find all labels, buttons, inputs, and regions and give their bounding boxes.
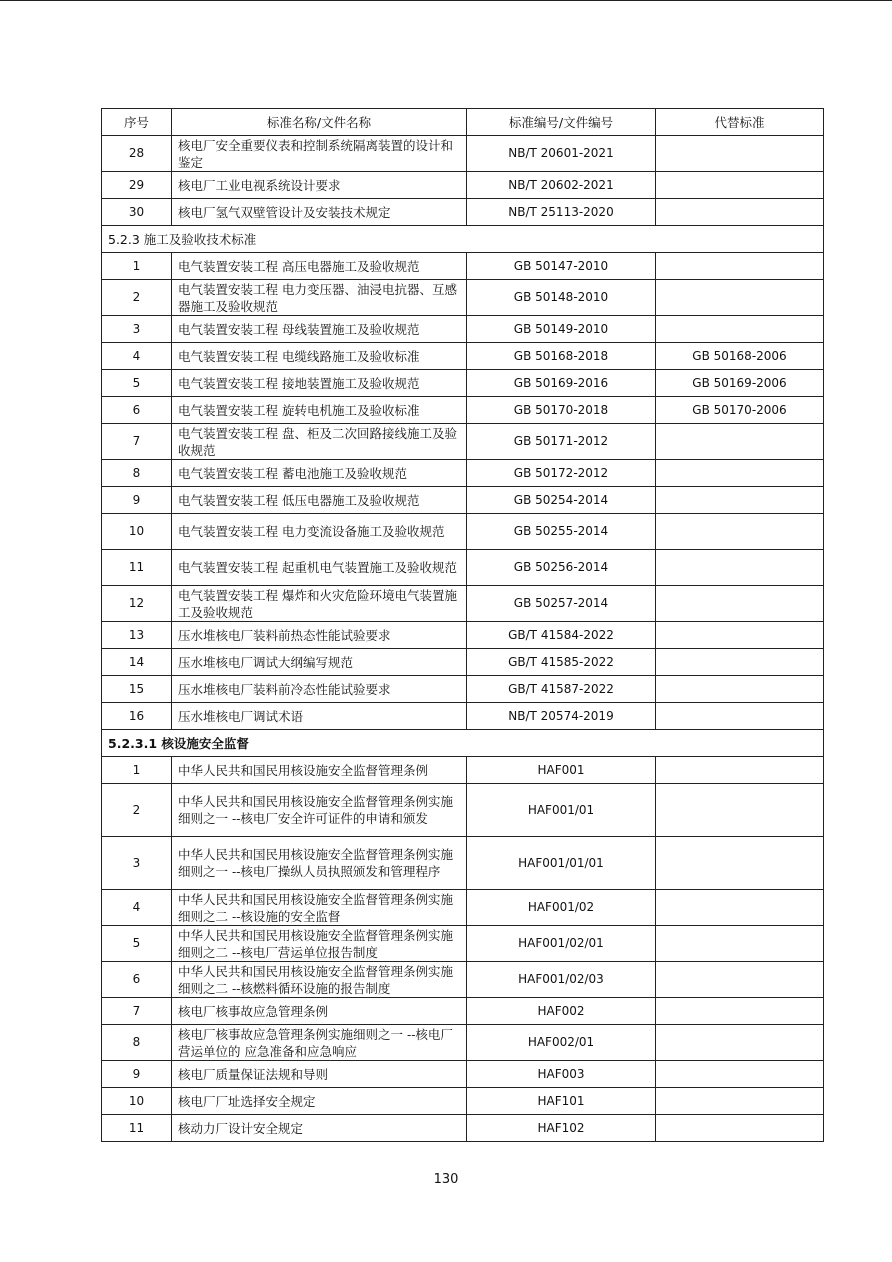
row-name: 电气装置安装工程 低压电器施工及验收规范 (172, 487, 467, 514)
row-replaces (656, 460, 824, 487)
row-no: 11 (102, 1115, 172, 1142)
row-no: 13 (102, 622, 172, 649)
table-row (102, 1115, 824, 1142)
table-row (102, 926, 824, 962)
row-name: 电气装置安装工程 旋转电机施工及验收标准 (172, 397, 467, 424)
row-no: 7 (102, 998, 172, 1025)
row-replaces (656, 550, 824, 586)
row-replaces (656, 199, 824, 226)
row-replaces (656, 837, 824, 890)
row-code: GB 50149-2010 (467, 316, 656, 343)
table-row (102, 649, 824, 676)
row-replaces (656, 1061, 824, 1088)
row-name: 电气装置安装工程 电力变压器、油浸电抗器、互感器施工及验收规范 (172, 280, 467, 316)
row-replaces (656, 1025, 824, 1061)
row-replaces: GB 50168-2006 (656, 343, 824, 370)
row-code: GB 50170-2018 (467, 397, 656, 424)
row-no: 28 (102, 136, 172, 172)
row-no: 5 (102, 926, 172, 962)
row-replaces (656, 926, 824, 962)
table-row (102, 890, 824, 926)
row-replaces (656, 676, 824, 703)
row-replaces (656, 487, 824, 514)
header-name: 标准名称/文件名称 (172, 109, 467, 136)
row-name: 中华人民共和国民用核设施安全监督管理条例实施细则之二 --核设施的安全监督 (172, 890, 467, 926)
header-no: 序号 (102, 109, 172, 136)
table-row (102, 397, 824, 424)
header-code: 标准编号/文件编号 (467, 109, 656, 136)
table-row (102, 622, 824, 649)
row-no: 14 (102, 649, 172, 676)
row-name: 电气装置安装工程 爆炸和火灾危险环境电气装置施工及验收规范 (172, 586, 467, 622)
row-name: 电气装置安装工程 电力变流设备施工及验收规范 (172, 514, 467, 550)
row-name: 压水堆核电厂装料前热态性能试验要求 (172, 622, 467, 649)
row-code: GB 50148-2010 (467, 280, 656, 316)
row-replaces (656, 253, 824, 280)
row-name: 压水堆核电厂调试术语 (172, 703, 467, 730)
row-no: 8 (102, 1025, 172, 1061)
row-replaces (656, 1088, 824, 1115)
row-code: NB/T 20574-2019 (467, 703, 656, 730)
section-row (102, 730, 824, 757)
table-row (102, 1061, 824, 1088)
row-replaces (656, 757, 824, 784)
standards-table (101, 108, 824, 1142)
row-replaces: GB 50170-2006 (656, 397, 824, 424)
section-title: 5.2.3 施工及验收技术标准 (102, 226, 824, 253)
row-name: 核动力厂设计安全规定 (172, 1115, 467, 1142)
row-replaces (656, 586, 824, 622)
row-replaces (656, 962, 824, 998)
row-no: 9 (102, 1061, 172, 1088)
row-replaces (656, 280, 824, 316)
row-name: 核电厂氢气双壁管设计及安装技术规定 (172, 199, 467, 226)
row-no: 2 (102, 280, 172, 316)
table-row (102, 370, 824, 397)
row-name: 中华人民共和国民用核设施安全监督管理条例实施细则之二 --核电厂营运单位报告制度 (172, 926, 467, 962)
row-no: 4 (102, 890, 172, 926)
table-row (102, 460, 824, 487)
row-name: 核电厂核事故应急管理条例实施细则之一 --核电厂营运单位的 应急准备和应急响应 (172, 1025, 467, 1061)
row-code: GB/T 41587-2022 (467, 676, 656, 703)
header-replaces: 代替标准 (656, 109, 824, 136)
row-name: 电气装置安装工程 起重机电气装置施工及验收规范 (172, 550, 467, 586)
section-title: 5.2.3.1 核设施安全监督 (102, 730, 824, 757)
row-no: 15 (102, 676, 172, 703)
table-row (102, 837, 824, 890)
table-row (102, 784, 824, 837)
row-replaces (656, 1115, 824, 1142)
table-row (102, 280, 824, 316)
row-replaces (656, 136, 824, 172)
table-row (102, 676, 824, 703)
row-replaces (656, 172, 824, 199)
row-replaces (656, 514, 824, 550)
row-code: GB 50168-2018 (467, 343, 656, 370)
table-row (102, 998, 824, 1025)
row-no: 6 (102, 962, 172, 998)
row-code: HAF102 (467, 1115, 656, 1142)
row-no: 10 (102, 1088, 172, 1115)
row-replaces (656, 998, 824, 1025)
row-no: 7 (102, 424, 172, 460)
row-name: 核电厂工业电视系统设计要求 (172, 172, 467, 199)
row-no: 8 (102, 460, 172, 487)
row-code: GB/T 41585-2022 (467, 649, 656, 676)
row-no: 4 (102, 343, 172, 370)
row-code: GB 50254-2014 (467, 487, 656, 514)
page-number: 130 (433, 1172, 459, 1187)
row-no: 10 (102, 514, 172, 550)
row-code: HAF002 (467, 998, 656, 1025)
row-no: 1 (102, 253, 172, 280)
table-row (102, 586, 824, 622)
row-code: HAF001 (467, 757, 656, 784)
row-name: 电气装置安装工程 母线装置施工及验收规范 (172, 316, 467, 343)
row-name: 中华人民共和国民用核设施安全监督管理条例 (172, 757, 467, 784)
table-row (102, 550, 824, 586)
row-replaces (656, 784, 824, 837)
row-name: 电气装置安装工程 盘、柜及二次回路接线施工及验收规范 (172, 424, 467, 460)
row-name: 中华人民共和国民用核设施安全监督管理条例实施细则之一 --核电厂操纵人员执照颁发和管理程序 (172, 837, 467, 890)
row-replaces (656, 890, 824, 926)
table-row (102, 343, 824, 370)
table-header-row (102, 109, 824, 136)
top-rule (0, 0, 892, 1)
row-code: GB 50171-2012 (467, 424, 656, 460)
table-row (102, 316, 824, 343)
row-name: 压水堆核电厂调试大纲编写规范 (172, 649, 467, 676)
table-row (102, 424, 824, 460)
row-name: 电气装置安装工程 电缆线路施工及验收标准 (172, 343, 467, 370)
row-code: HAF001/02/01 (467, 926, 656, 962)
row-name: 电气装置安装工程 蓄电池施工及验收规范 (172, 460, 467, 487)
row-no: 3 (102, 316, 172, 343)
row-name: 电气装置安装工程 接地装置施工及验收规范 (172, 370, 467, 397)
row-code: HAF003 (467, 1061, 656, 1088)
row-replaces (656, 424, 824, 460)
row-name: 压水堆核电厂装料前冷态性能试验要求 (172, 676, 467, 703)
row-code: HAF101 (467, 1088, 656, 1115)
row-code: GB/T 41584-2022 (467, 622, 656, 649)
table-row (102, 199, 824, 226)
row-no: 2 (102, 784, 172, 837)
row-code: GB 50255-2014 (467, 514, 656, 550)
row-code: HAF001/01 (467, 784, 656, 837)
table-row (102, 757, 824, 784)
row-name: 中华人民共和国民用核设施安全监督管理条例实施细则之一 --核电厂安全许可证件的申请和颁发 (172, 784, 467, 837)
table-row (102, 703, 824, 730)
table-row (102, 514, 824, 550)
row-no: 16 (102, 703, 172, 730)
row-code: GB 50172-2012 (467, 460, 656, 487)
table-row (102, 962, 824, 998)
row-code: GB 50257-2014 (467, 586, 656, 622)
row-no: 30 (102, 199, 172, 226)
row-name: 核电厂厂址选择安全规定 (172, 1088, 467, 1115)
section-row (102, 226, 824, 253)
row-name: 核电厂安全重要仪表和控制系统隔离装置的设计和鉴定 (172, 136, 467, 172)
row-no: 12 (102, 586, 172, 622)
row-code: GB 50169-2016 (467, 370, 656, 397)
row-code: NB/T 20601-2021 (467, 136, 656, 172)
row-no: 6 (102, 397, 172, 424)
table-row (102, 1088, 824, 1115)
row-no: 29 (102, 172, 172, 199)
row-replaces (656, 316, 824, 343)
row-code: NB/T 20602-2021 (467, 172, 656, 199)
row-replaces (656, 622, 824, 649)
row-no: 1 (102, 757, 172, 784)
table-row (102, 172, 824, 199)
row-name: 电气装置安装工程 高压电器施工及验收规范 (172, 253, 467, 280)
row-no: 11 (102, 550, 172, 586)
row-code: HAF002/01 (467, 1025, 656, 1061)
table-row (102, 253, 824, 280)
row-replaces (656, 649, 824, 676)
row-code: HAF001/01/01 (467, 837, 656, 890)
row-name: 中华人民共和国民用核设施安全监督管理条例实施细则之二 --核燃料循环设施的报告制度 (172, 962, 467, 998)
table-row (102, 1025, 824, 1061)
row-code: GB 50147-2010 (467, 253, 656, 280)
table-row (102, 487, 824, 514)
row-replaces: GB 50169-2006 (656, 370, 824, 397)
row-code: HAF001/02 (467, 890, 656, 926)
table-row (102, 136, 824, 172)
row-code: GB 50256-2014 (467, 550, 656, 586)
row-code: HAF001/02/03 (467, 962, 656, 998)
row-no: 9 (102, 487, 172, 514)
row-no: 5 (102, 370, 172, 397)
row-no: 3 (102, 837, 172, 890)
row-replaces (656, 703, 824, 730)
row-code: NB/T 25113-2020 (467, 199, 656, 226)
row-name: 核电厂核事故应急管理条例 (172, 998, 467, 1025)
row-name: 核电厂质量保证法规和导则 (172, 1061, 467, 1088)
